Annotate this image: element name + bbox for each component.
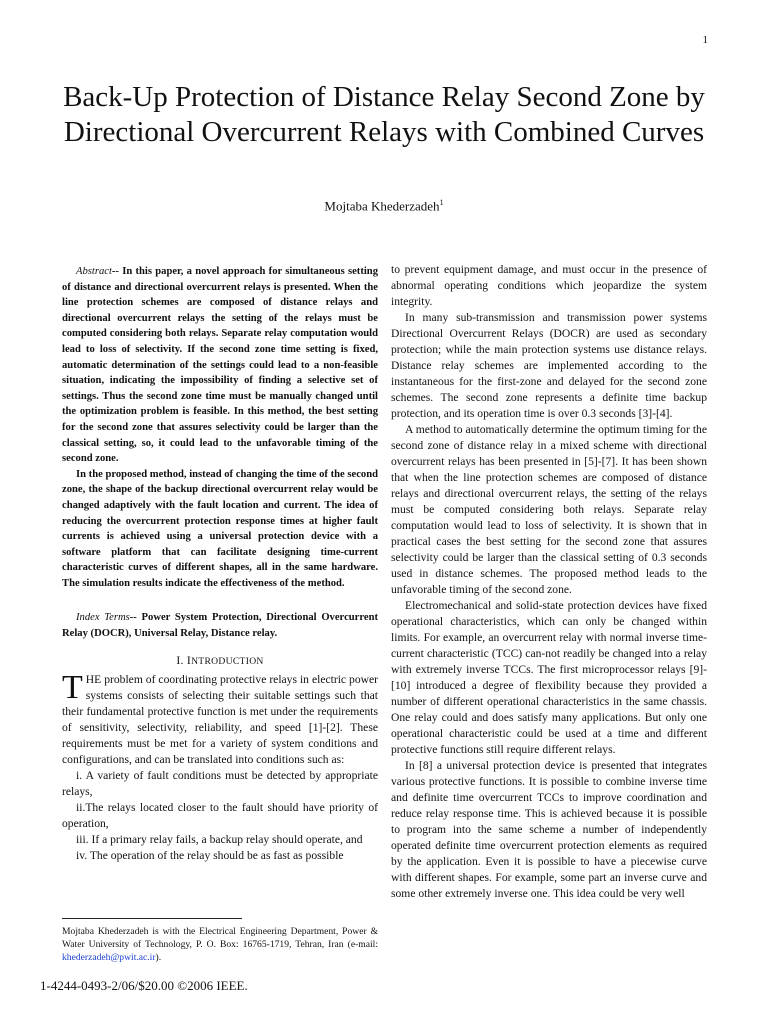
intro-paragraph-1 [62, 669, 378, 768]
section-number: I. [176, 654, 184, 667]
index-terms-text: Power System Protection, Directional Overcurrent Relay (DOCR), Universal Relay, Distance relay. [62, 612, 378, 639]
index-terms-label: Index Terms [76, 612, 130, 623]
footnote-text: Mojtaba Khederzadeh is with the Electrical Engineering Department, Power & Water University of Technology, P. O. Box: 16765-1719, Tehran, Iran (e-mail: [62, 926, 378, 950]
right-paragraph-5: In [8] a universal protection device is presented that integrates various protective functions. It is possible to combine inverse time and definite time overcurrent TCCs to improve coordination and reduce relay response time. This is achieved because it is possible to program into the same scheme a number of independently operated definite time overcurrent protection elements as required by the application. Even it is possible to have a piecewise curve with different shapes. For example, some part an inverse curve and some other extremely inverse one. This idea could be very well [391, 759, 707, 900]
author-name: Mojtaba Khederzadeh [324, 198, 440, 214]
list-item-2: ii.The relays located closer to the fault should have priority of operation, [62, 801, 378, 830]
copyright-line: 1-4244-0493-2/06/$20.00 ©2006 IEEE. [40, 978, 248, 993]
index-terms-paragraph [62, 610, 378, 641]
abstract-paragraph-1 [62, 264, 378, 467]
footnote-email-link[interactable]: khederzadeh@pwit.ac.ir [62, 952, 156, 963]
section-title-rest: NTRODUCTION [191, 656, 264, 667]
right-paragraph-3: A method to automatically determine the optimum timing for the second zone of distance relay in a mixed scheme with directional overcurrent relays has been presented in [5]-[7]. It has been shown that when the line protection schemes are composed of distance relays and directional overcurrent relays, the setting of the relays must be computed considering both relays. Separate relay computation would lead to loss of selectivity. It is shown that in practical cases the best setting for the second zone that assures selectivity could be larger than the classical setting of 0.3 seconds used in distance schemes. The proposed method leads to the unfavorable timing of the second zone. [391, 423, 707, 596]
footnote-rule [62, 918, 242, 919]
index-terms [62, 610, 378, 641]
introduction-body [62, 669, 378, 864]
author-line [0, 198, 768, 214]
list-item-4: iv. The operation of the relay should be as fast as possible [76, 849, 344, 862]
abstract-label: Abstract [76, 266, 112, 277]
index-terms-dash: -- [129, 612, 142, 623]
page-number: 1 [702, 34, 708, 46]
list-item-3: iii. If a primary relay fails, a backup relay should operate, and [76, 833, 363, 846]
author-affiliation-mark: 1 [439, 198, 444, 207]
right-paragraph-2: In many sub-transmission and transmission power systems Directional Overcurrent Relays (DOCR) are used as secondary protection; while the main protection systems use distance relays. Distance relay schemes are implemented according to the instantaneous for the first-zone and delayed for the second zone schemes. The second zone represents a definite time backup protection, and its operation time is over 0.3 seconds [3]-[4]. [391, 311, 707, 420]
footnote [62, 925, 378, 964]
paper-title: Back-Up Protection of Distance Relay Second Zone by Directional Overcurrent Relays with Combined Curves [63, 81, 705, 148]
footnote-end: ). [155, 952, 162, 963]
section-heading-introduction [62, 654, 378, 667]
abstract-dash: -- [111, 266, 123, 277]
intro-text-1: HE problem of coordinating protective relays in electric power systems consists of selecting their suitable settings such that their fundamental protective function is met under the requirements of sensitivity, selectivity, reliability, and speed [1]-[2]. These requirements must be met for a variety of system conditions and configurations, and can be translated into conditions such as: [62, 673, 378, 766]
list-item-1: i. A variety of fault conditions must be detected by appropriate relays, [62, 769, 378, 798]
right-column [391, 262, 707, 902]
right-paragraph-1: to prevent equipment damage, and must occur in the presence of abnormal operating conditions which jeopardize the system integrity. [391, 263, 707, 308]
right-paragraph-4: Electromechanical and solid-state protection devices have fixed operational characteristics, which can only be changed within limits. For example, an overcurrent relay with normal inverse time-current characteristic (TCC) can-not readily be changed into a relay with extremely inverse TCCs. The first microprocessor relays [9]-[10] introduced a degree of flexibility because they provided a number of different operational characteristics in the same chassis. One relay could and does satisfy many applications. But only one operational characteristic could be used at a time and different protective functions still require different relays. [391, 599, 707, 756]
drop-cap: T [62, 669, 83, 706]
abstract-paragraph-2: In the proposed method, instead of changing the time of the second zone, the shape of the backup directional overcurrent relay would be changed adaptively with the fault location and current. The idea of reducing the overcurrent protection response times at higher fault currents is achieved using a universal protection device with a software platform that can facilitate designing time-current characteristic curves of different shapes, all in the same hardware. The simulation results indicate the effectiveness of the method. [62, 468, 378, 589]
abstract-text-1: In this paper, a novel approach for simultaneous setting of distance and directional overcurrent relays is presented. When the line protection schemes are composed of distance relays and directional overcurrent relays the setting of the relays must be computed considering both relays. Separate relay computation would lead to loss of selectivity. If the second zone time setting is fixed, automatic determination of the settings could lead to a non-feasible situation, indicating the impossibility of finding a selective set of settings. Thus the second zone time must be manually changed until the optimization problem is feasible. In this method, the best setting for the second zone that assures selectivity could be larger than the classical setting, so, it could lead to the unfavorable timing of the second zone. [62, 266, 378, 465]
abstract [62, 264, 378, 591]
section-title-first-letter: I [186, 654, 192, 667]
